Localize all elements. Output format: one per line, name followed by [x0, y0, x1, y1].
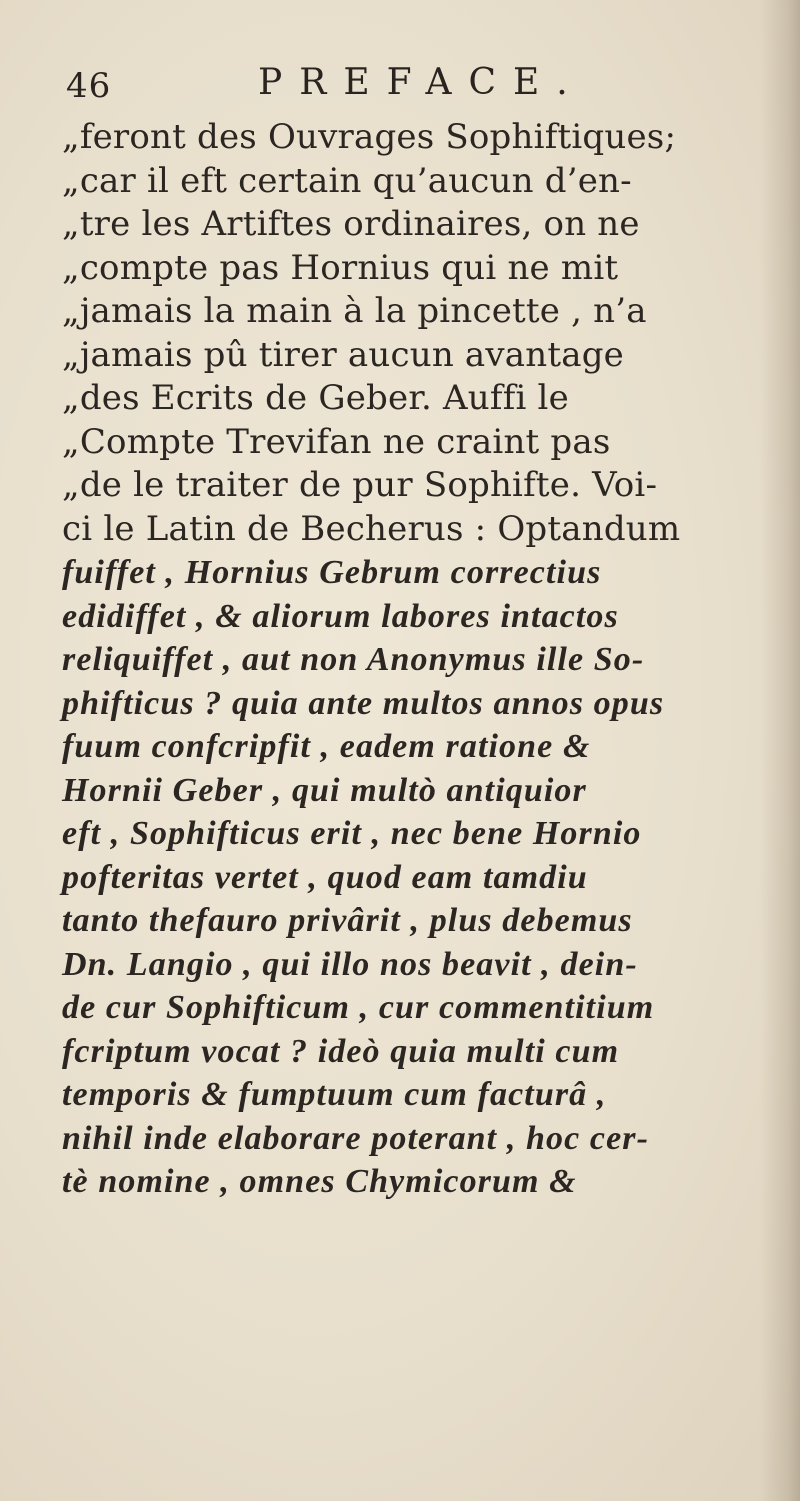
- text-line: [62, 986, 797, 1030]
- text-line: [62, 551, 797, 595]
- text-line: [62, 508, 797, 552]
- line-text: „tre les Artiftes ordinaires, on ne: [62, 204, 640, 244]
- text-block: [62, 116, 797, 1204]
- line-text: eft , Sophifticus erit , nec bene Hornio: [62, 815, 642, 852]
- line-text: ci le Latin de Becherus : Optandum: [62, 508, 681, 549]
- line-text: „jamais pû tirer aucun avantage: [62, 334, 624, 375]
- line-text: „jamais la main à la pincette , n’a: [62, 291, 647, 331]
- line-text: Dn. Langio , qui illo nos beavit , dein-: [62, 945, 638, 983]
- line-text: „de le traiter de pur Sophifte. Voi-: [62, 465, 658, 505]
- text-line: [62, 377, 797, 421]
- line-text: „Compte Trevifan ne craint pas: [62, 421, 611, 462]
- line-text: nihil inde elaborare poterant , hoc cer-: [62, 1119, 650, 1157]
- text-line: [62, 595, 797, 639]
- line-text: Hornii Geber , qui multò antiquior: [62, 771, 587, 809]
- text-line: [62, 682, 797, 726]
- line-text: fuiffet , Hornius Gebrum correctius: [62, 554, 602, 591]
- line-text: fuum confcripfit , eadem ratione &: [62, 728, 591, 765]
- line-text: reliquiffet , aut non Anonymus ille So-: [62, 641, 645, 678]
- text-line: [62, 247, 797, 291]
- text-line: [62, 638, 797, 682]
- text-line: [62, 290, 797, 334]
- text-line: [62, 769, 797, 813]
- text-line: [62, 203, 797, 247]
- line-text: tè nomine , omnes Chymicorum &: [62, 1163, 577, 1200]
- text-line: [62, 116, 797, 160]
- running-head: PREFACE.: [258, 62, 585, 103]
- line-text: „compte pas Hornius qui ne mit: [62, 247, 619, 288]
- line-text: tanto thefauro privârit , plus debemus: [62, 902, 633, 939]
- text-line: [62, 1160, 797, 1204]
- line-text: „car il eft certain qu’aucun d’en-: [62, 160, 632, 201]
- line-text: pofteritas vertet , quod eam tamdiu: [62, 858, 588, 896]
- page-header: [62, 62, 702, 112]
- line-text: de cur Sophifticum , cur commentitium: [62, 989, 655, 1026]
- text-line: [62, 943, 797, 987]
- line-text: edidiffet , & aliorum labores intactos: [62, 597, 619, 635]
- text-line: [62, 725, 797, 769]
- text-line: [62, 1030, 797, 1074]
- line-text: „feront des Ouvrages Sophiftiques;: [62, 117, 677, 157]
- text-line: [62, 1073, 797, 1117]
- page-number: 46: [66, 66, 112, 106]
- line-text: temporis & fumptuum cum facturâ ,: [62, 1076, 607, 1113]
- text-line: [62, 1117, 797, 1161]
- text-line: [62, 421, 797, 465]
- text-line: [62, 856, 797, 900]
- text-line: [62, 160, 797, 204]
- line-text: fcriptum vocat ? ideò quia multi cum: [62, 1032, 620, 1070]
- line-text: phifticus ? quia ante multos annos opus: [62, 684, 665, 722]
- text-line: [62, 812, 797, 856]
- text-line: [62, 334, 797, 378]
- line-text: „des Ecrits de Geber. Auffi le: [62, 378, 569, 418]
- text-line: [62, 464, 797, 508]
- text-line: [62, 899, 797, 943]
